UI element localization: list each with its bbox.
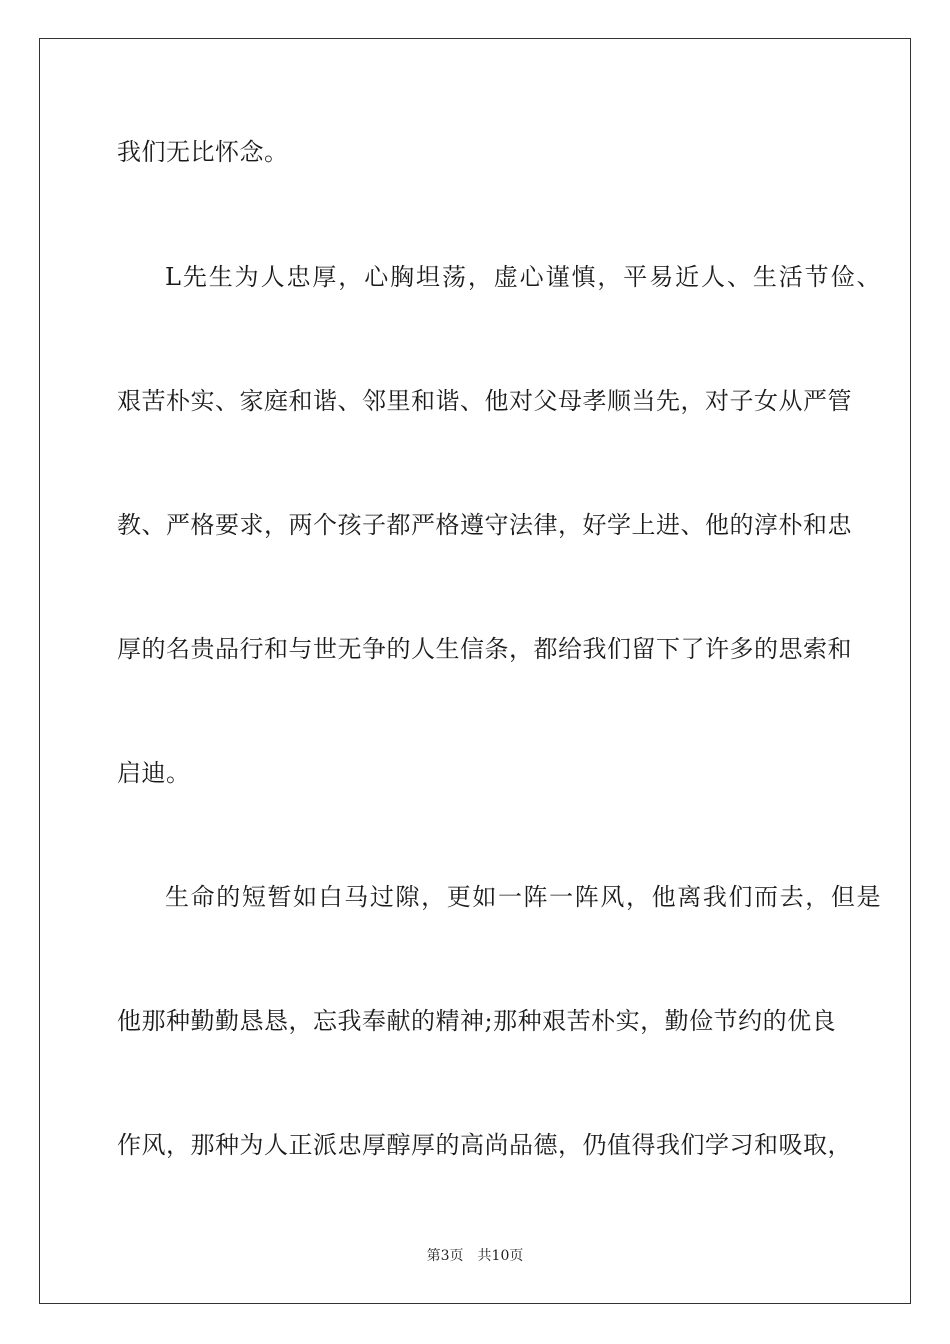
paragraph-2-line-4: 厚的名贵品行和与世无争的人生信条，都给我们留下了许多的思索和 xyxy=(117,635,852,663)
paragraph-2-line-5: 启迪。 xyxy=(117,759,191,787)
page-number: 第3页 xyxy=(426,1248,464,1264)
total-pages: 共10页 xyxy=(477,1248,524,1264)
page-footer xyxy=(0,1247,950,1265)
paragraph-2-line-2: 艰苦朴实、家庭和谐、邻里和谐、他对父母孝顺当先，对子女从严管 xyxy=(117,387,852,415)
paragraph-3-line-1: 生命的短暂如白马过隙，更如一阵一阵风，他离我们而去，但是 xyxy=(165,883,881,911)
paragraph-1-line-1: 我们无比怀念。 xyxy=(117,138,289,166)
paragraph-3-line-2: 他那种勤勤恳恳，忘我奉献的精神;那种艰苦朴实，勤俭节约的优良 xyxy=(117,1007,837,1035)
paragraph-2-line-1: L先生为人忠厚，心胸坦荡，虚心谨慎，平易近人、生活节俭、 xyxy=(165,263,881,291)
paragraph-2-line-3: 教、严格要求，两个孩子都严格遵守法律，好学上进、他的淳朴和忠 xyxy=(117,511,852,539)
page-border xyxy=(39,38,911,1304)
paragraph-3-line-3: 作风，那种为人正派忠厚醇厚的高尚品德，仍值得我们学习和吸取， xyxy=(117,1131,852,1159)
